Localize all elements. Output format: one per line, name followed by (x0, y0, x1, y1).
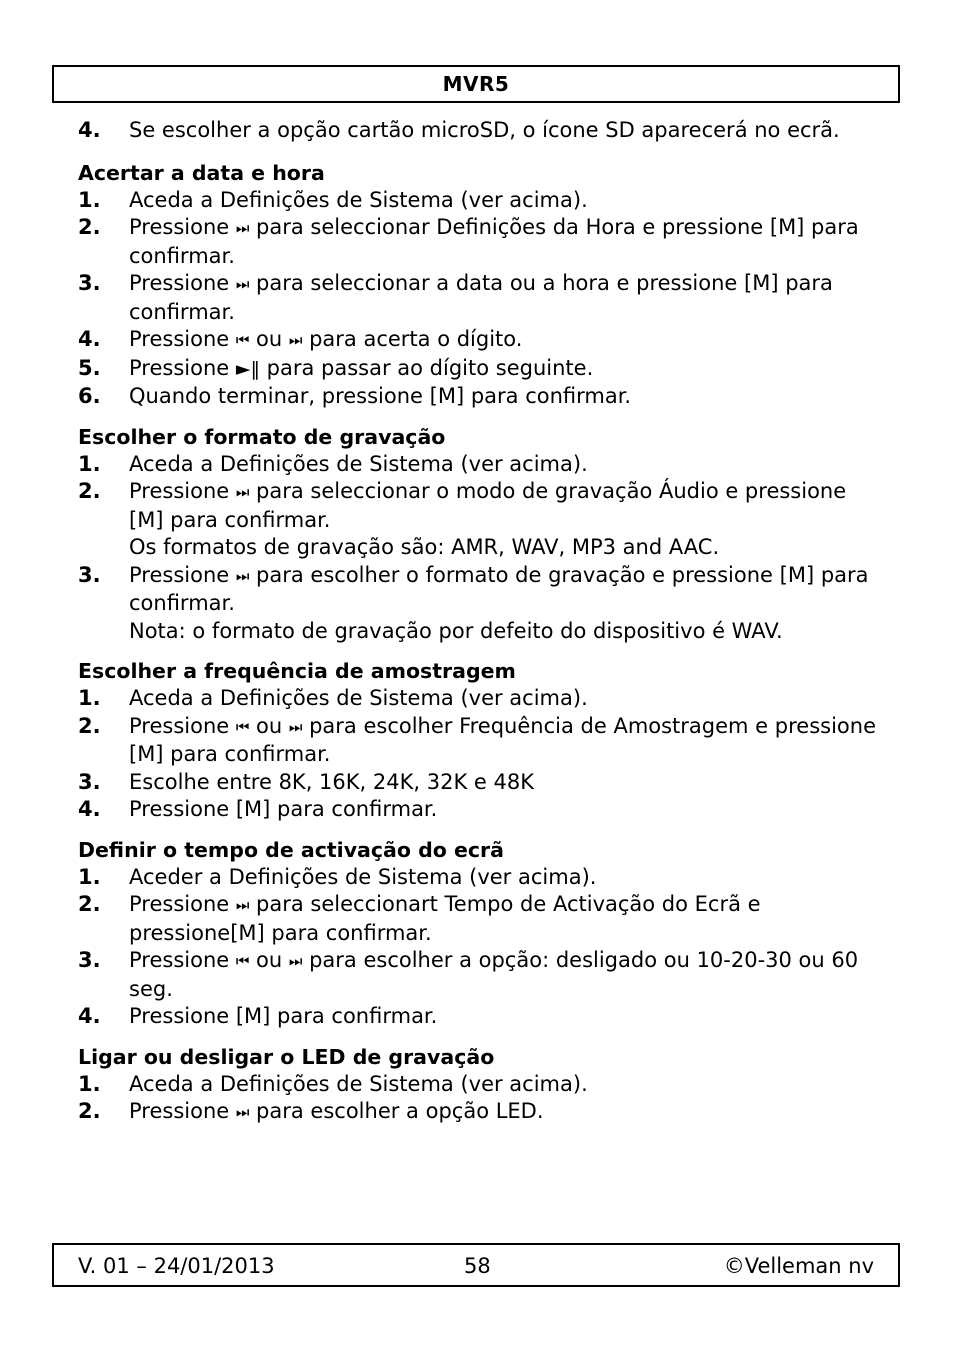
item-text: Pressione ⏮ ou ⏭ para escolher Frequência de Amostragem e pressione [M] para confirmar. (129, 713, 876, 766)
footer-version: V. 01 – 24/01/2013 (78, 1254, 275, 1278)
next-icon: ⏭ (235, 483, 250, 501)
item-text: Aceda a Definições de Sistema (ver acima). (129, 451, 588, 476)
item-text: Pressione ⏭ para escolher a opção LED. (129, 1099, 544, 1123)
item-number: 4. (78, 1004, 101, 1028)
list-item (78, 864, 878, 892)
list-item (78, 478, 878, 562)
item-number: 3. (78, 769, 101, 794)
item-text: Pressione ⏭ para seleccionar a data ou a hora e pressione [M] para confirmar. (129, 271, 833, 324)
item-number: 2. (78, 1099, 101, 1123)
item-text: Pressione ⏭ para seleccionar Definições da Hora e pressione [M] para confirmar. (129, 215, 859, 268)
item-number: 1. (78, 864, 101, 889)
item-number: 1. (78, 1071, 101, 1096)
list-item (78, 187, 878, 215)
section-title-sampling-frequency: Escolher a frequência de amostragem (78, 659, 516, 683)
item-number: 3. (78, 948, 101, 972)
section-list-recording-format (78, 451, 878, 646)
item-text: Quando terminar, pressione [M] para confirmar. (129, 384, 632, 408)
item-number: 4. (78, 797, 101, 821)
section-title-led: Ligar ou desligar o LED de gravação (78, 1044, 495, 1069)
item-text: Pressione ⏮ ou ⏭ para acerta o dígito. (129, 327, 523, 351)
item-text: Pressione ⏭ para seleccionart Tempo de Activação do Ecrã e pressione[M] para confirmar. (129, 892, 761, 945)
next-icon: ⏭ (235, 1103, 250, 1121)
next-icon: ⏭ (288, 331, 303, 349)
list-item (78, 355, 878, 384)
item-text: Pressione [M] para confirmar. (129, 1004, 438, 1028)
list-item (78, 451, 878, 479)
item-text: Aceda a Definições de Sistema (ver acima). (129, 686, 588, 710)
item-text: Pressione [M] para confirmar. (129, 797, 438, 821)
section-list-led (78, 1071, 878, 1127)
document-body (78, 117, 878, 1127)
next-icon: ⏭ (235, 896, 250, 914)
item-number: 1. (78, 451, 101, 476)
next-icon: ⏭ (288, 717, 303, 736)
list-item (78, 383, 878, 411)
item-text: Pressione ⏮ ou ⏭ para escolher a opção: desligado ou 10-20-30 ou 60 seg. (129, 948, 859, 1001)
intro-list (78, 117, 878, 145)
list-item (78, 769, 878, 797)
item-text: Aceda a Definições de Sistema (ver acima). (129, 187, 588, 212)
play-pause-icon: ►‖ (235, 357, 260, 380)
item-note: Os formatos de gravação são: AMR, WAV, MP3 and AAC. (129, 535, 720, 559)
section-title-date-time: Acertar a data e hora (78, 160, 325, 185)
list-item (78, 1098, 878, 1127)
item-number: 4. (78, 118, 101, 142)
item-number: 3. (78, 562, 101, 587)
list-item (78, 214, 878, 270)
item-text: Escolhe entre 8K, 16K, 24K, 32K e 48K (129, 769, 534, 794)
list-item (78, 270, 878, 326)
section-list-sampling-frequency (78, 685, 878, 824)
list-item (78, 562, 878, 646)
next-icon: ⏭ (235, 275, 250, 293)
item-text: Pressione ►‖ para passar ao dígito seguinte. (129, 355, 594, 380)
prev-icon: ⏮ (235, 717, 250, 736)
next-icon: ⏭ (235, 219, 250, 237)
item-number: 6. (78, 384, 101, 408)
prev-icon: ⏮ (235, 331, 250, 349)
list-item (78, 1071, 878, 1099)
item-number: 3. (78, 271, 101, 295)
item-number: 1. (78, 187, 101, 212)
item-note: Nota: o formato de gravação por defeito do dispositivo é WAV. (129, 618, 783, 643)
item-number: 2. (78, 215, 101, 239)
page-header (52, 65, 900, 103)
item-text: Aceder a Definições de Sistema (ver acima). (129, 864, 597, 889)
section-title-recording-format: Escolher o formato de gravação (78, 424, 446, 449)
item-number: 2. (78, 892, 101, 916)
item-number: 4. (78, 327, 101, 351)
list-item (78, 117, 878, 145)
item-number: 2. (78, 479, 101, 503)
list-item (78, 796, 878, 824)
list-item (78, 1003, 878, 1031)
section-list-date-time (78, 187, 878, 411)
page-footer (52, 1243, 900, 1287)
list-item (78, 326, 878, 355)
prev-icon: ⏮ (235, 952, 250, 970)
item-number: 1. (78, 686, 101, 710)
header-title: MVR5 (442, 72, 510, 96)
next-icon: ⏭ (235, 566, 250, 585)
footer-copyright: ©Velleman nv (723, 1254, 874, 1278)
list-item (78, 947, 878, 1003)
item-text: Pressione ⏭ para escolher o formato de gravação e pressione [M] para confirmar. Nota: o formato de gravação por defeito do dispositivo é WAV. (129, 562, 869, 643)
next-icon: ⏭ (288, 952, 303, 970)
item-text: Pressione ⏭ para seleccionar o modo de gravação Áudio e pressione [M] para confirmar. Os formatos de gravação são: AMR, WAV, MP3 and AAC. (129, 479, 847, 559)
page-number: 58 (464, 1254, 491, 1278)
list-item (78, 713, 878, 769)
list-item (78, 891, 878, 947)
section-title-screen-activation: Definir o tempo de activação do ecrã (78, 837, 504, 862)
list-item (78, 685, 878, 713)
item-text: Se escolher a opção cartão microSD, o ícone SD aparecerá no ecrã. (129, 118, 840, 142)
section-list-screen-activation (78, 864, 878, 1031)
item-text: Aceda a Definições de Sistema (ver acima). (129, 1071, 588, 1096)
item-number: 5. (78, 355, 101, 380)
item-number: 2. (78, 713, 101, 738)
